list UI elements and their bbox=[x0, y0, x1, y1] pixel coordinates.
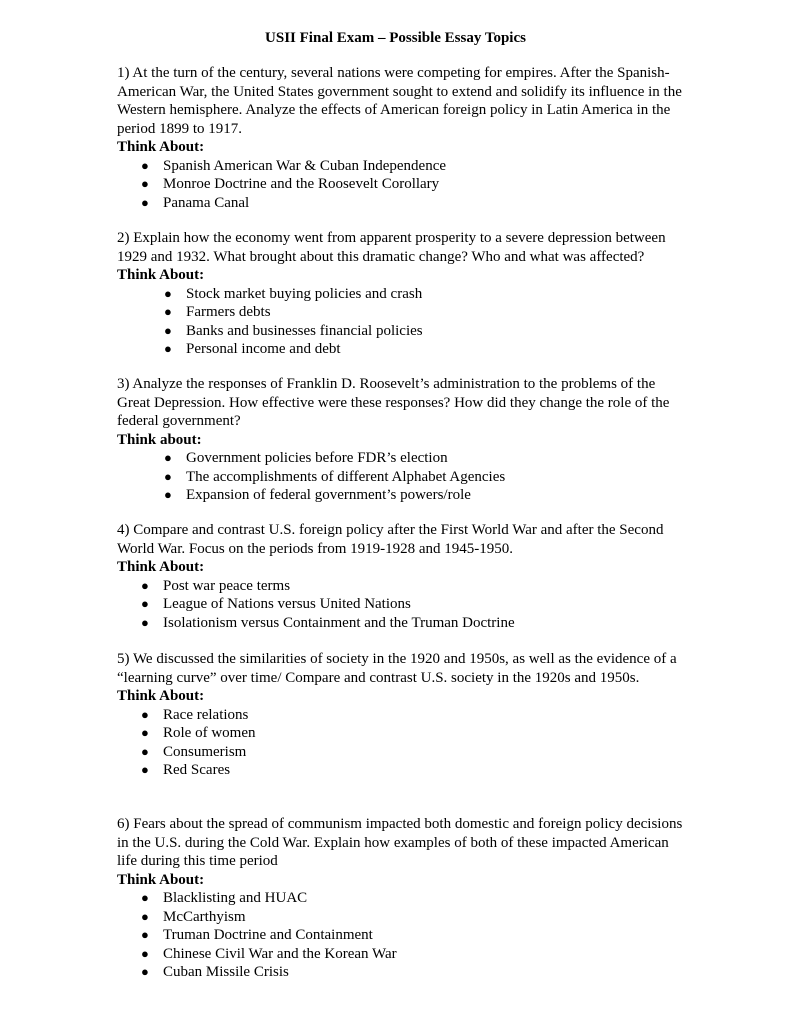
list-item: ● Government policies before FDR’s election bbox=[164, 450, 448, 466]
topic-list bbox=[117, 577, 687, 633]
question-1 bbox=[117, 64, 687, 212]
bullet-icon: ● bbox=[141, 927, 149, 942]
bullet-icon: ● bbox=[164, 322, 172, 338]
think-about-label: Think About: bbox=[117, 871, 205, 888]
bullet-icon: ● bbox=[141, 743, 149, 759]
bullet-icon: ● bbox=[164, 487, 172, 502]
bullet-icon: ● bbox=[141, 176, 149, 191]
list-item: ● Expansion of federal government’s powers/role bbox=[164, 487, 471, 503]
list-item: ● Cuban Missile Crisis bbox=[141, 964, 289, 980]
list-item: ● Stock market buying policies and crash bbox=[164, 285, 423, 302]
question-text: 4) Compare and contrast U.S. foreign policy after the First World War and after the Second World War. Focus on the periods from 1919-1928 and 1945-1950. bbox=[117, 522, 664, 557]
list-item: ● Banks and businesses financial policies bbox=[164, 322, 423, 339]
question-text: 6) Fears about the spread of communism impacted both domestic and foreign policy decisions in the U.S. during the Cold War. Explain how examples of both of these impacted American life during this time period bbox=[117, 816, 683, 869]
list-item: ● Consumerism bbox=[141, 743, 247, 760]
list-item: ● Chinese Civil War and the Korean War bbox=[141, 945, 397, 962]
think-about-label: Think About: bbox=[117, 139, 205, 155]
think-about-label: Think About: bbox=[117, 267, 205, 283]
list-item: ● McCarthyism bbox=[141, 908, 246, 925]
topic-list bbox=[117, 157, 687, 213]
think-about-label: Think About: bbox=[117, 559, 205, 575]
bullet-icon: ● bbox=[164, 304, 172, 319]
question-text: 5) We discussed the similarities of society in the 1920 and 1950s, as well as the evidence of a “learning curve” over time/ Compare and contrast U.S. society in the 1920s and 1950s. bbox=[117, 651, 677, 686]
topic-list bbox=[117, 449, 687, 505]
bullet-icon: ● bbox=[141, 577, 149, 593]
bullet-icon: ● bbox=[164, 285, 172, 301]
list-item: ● Monroe Doctrine and the Roosevelt Corollary bbox=[141, 176, 440, 192]
bullet-icon: ● bbox=[141, 964, 149, 979]
bullet-icon: ● bbox=[141, 614, 149, 630]
question-2 bbox=[117, 229, 687, 359]
question-text: 2) Explain how the economy went from apparent prosperity to a severe depression between 1929 and 1932. What brought about this dramatic change? Who and what was affected? bbox=[117, 230, 666, 265]
topic-list bbox=[117, 285, 687, 359]
list-item: ● Truman Doctrine and Containment bbox=[141, 927, 373, 943]
bullet-icon: ● bbox=[141, 596, 149, 611]
list-item: ● Personal income and debt bbox=[164, 341, 341, 357]
think-about-label: Think About: bbox=[117, 688, 205, 704]
question-3 bbox=[117, 375, 687, 505]
list-item: ● Role of women bbox=[141, 725, 256, 741]
bullet-icon: ● bbox=[141, 194, 149, 210]
bullet-icon: ● bbox=[141, 908, 149, 924]
question-text: 3) Analyze the responses of Franklin D. Roosevelt’s administration to the problems of the Great Depression. How effective were these responses? How did they change the role of the federal government? bbox=[117, 376, 670, 429]
list-item: ● League of Nations versus United Nations bbox=[141, 596, 411, 612]
document-title: USII Final Exam – Possible Essay Topics bbox=[265, 30, 526, 46]
list-item: ● Race relations bbox=[141, 706, 249, 723]
bullet-icon: ● bbox=[164, 468, 172, 484]
topic-list bbox=[117, 706, 687, 780]
topic-list bbox=[117, 889, 687, 982]
question-text: 1) At the turn of the century, several nations were competing for empires. After the Spanish-American War, the United States government sought to extend and solidify its influence in the Western hemisphere. Analyze the effects of American foreign policy in Latin America in the period 1899 to 1917. bbox=[117, 65, 682, 137]
list-item: ● Panama Canal bbox=[141, 194, 250, 211]
bullet-icon: ● bbox=[164, 341, 172, 356]
question-4 bbox=[117, 521, 687, 632]
bullet-icon: ● bbox=[141, 157, 149, 173]
question-5 bbox=[117, 650, 687, 780]
question-6 bbox=[117, 815, 687, 982]
bullet-icon: ● bbox=[141, 706, 149, 722]
bullet-icon: ● bbox=[141, 762, 149, 777]
bullet-icon: ● bbox=[141, 945, 149, 961]
list-item: ● Red Scares bbox=[141, 762, 231, 778]
think-about-label: Think about: bbox=[117, 431, 202, 448]
list-item: ● The accomplishments of different Alphabet Agencies bbox=[164, 468, 506, 485]
list-item: ● Isolationism versus Containment and the Truman Doctrine bbox=[141, 614, 515, 631]
list-item: ● Farmers debts bbox=[164, 304, 271, 320]
list-item: ● Spanish American War & Cuban Independence bbox=[141, 157, 447, 174]
bullet-icon: ● bbox=[164, 450, 172, 465]
bullet-icon: ● bbox=[141, 725, 149, 740]
list-item: ● Post war peace terms bbox=[141, 577, 291, 594]
bullet-icon: ● bbox=[141, 890, 149, 905]
list-item: ● Blacklisting and HUAC bbox=[141, 890, 308, 906]
